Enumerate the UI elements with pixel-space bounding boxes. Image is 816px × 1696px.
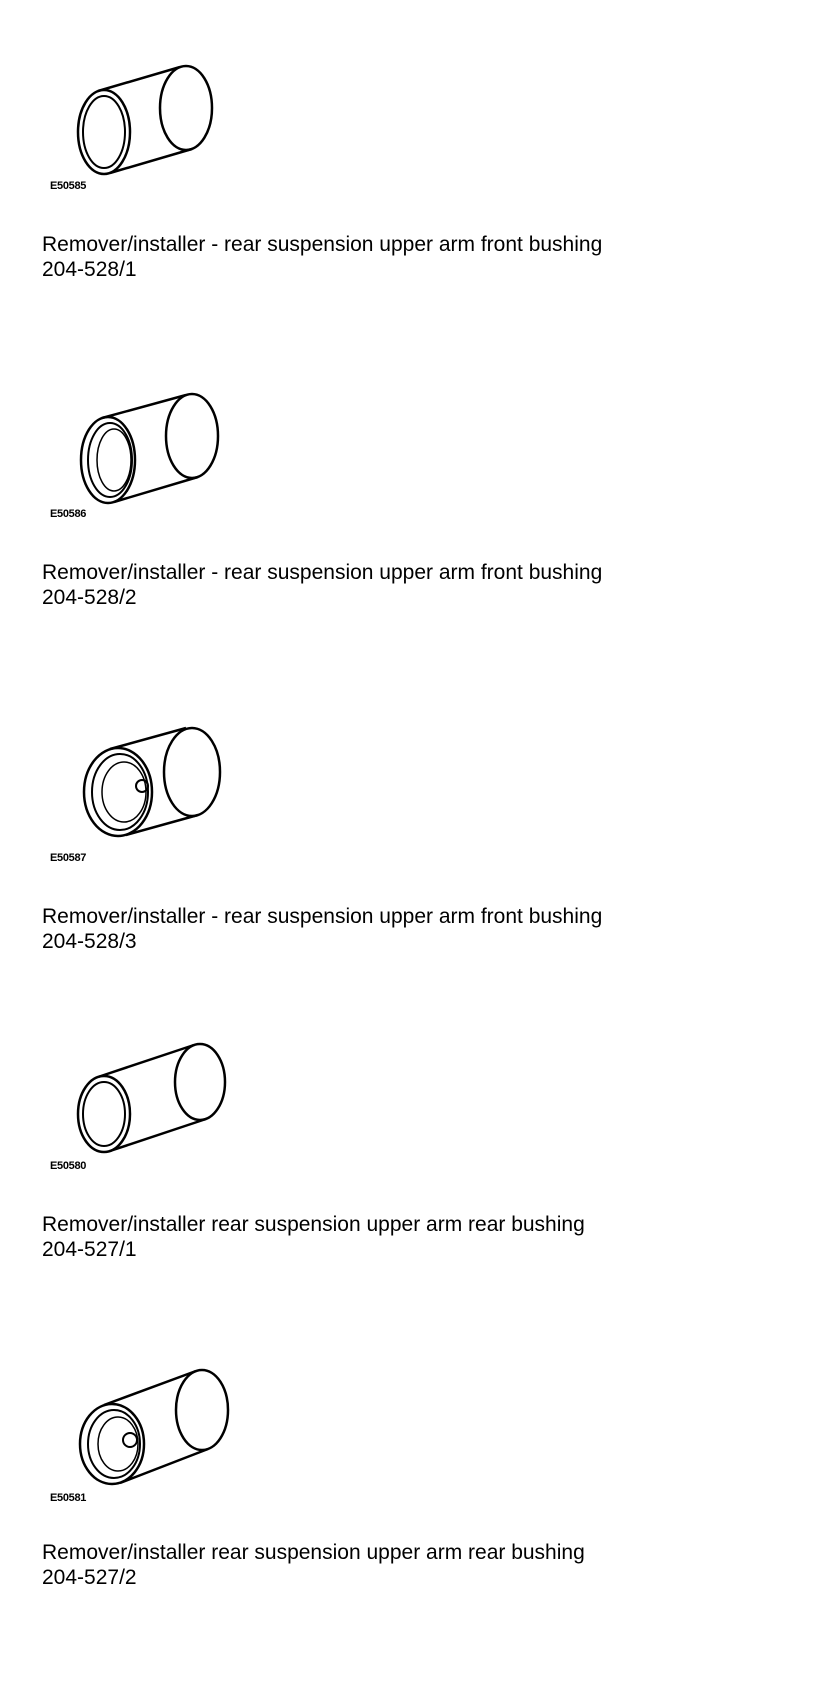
tool-description-text: Remover/installer rear suspension upper arm rear bushing xyxy=(42,1213,585,1236)
tool-description xyxy=(42,904,602,954)
tool-description-text: Remover/installer - rear suspension upper arm front bushing xyxy=(42,905,603,928)
tool-part-number: 204-528/2 xyxy=(42,586,137,609)
tool-description xyxy=(42,232,602,282)
tool-part-number: 204-528/3 xyxy=(42,930,137,953)
tool-description xyxy=(42,560,602,610)
tool-description xyxy=(42,1540,585,1590)
tool-description xyxy=(42,1212,585,1262)
figure-code: E50586 xyxy=(50,508,87,520)
tool-part-number: 204-527/1 xyxy=(42,1238,137,1261)
tool-description-text: Remover/installer rear suspension upper arm rear bushing xyxy=(42,1541,585,1564)
cylinder-cap-with-hole-icon xyxy=(46,716,246,866)
tool-part-number: 204-527/2 xyxy=(42,1566,137,1589)
figure-code: E50587 xyxy=(50,852,87,864)
figure-code: E50580 xyxy=(50,1160,87,1172)
tool-part-number: 204-528/1 xyxy=(42,258,137,281)
tool-description-text: Remover/installer - rear suspension upper arm front bushing xyxy=(42,233,603,256)
figure-code: E50585 xyxy=(50,180,87,192)
figure-code: E50581 xyxy=(50,1492,87,1504)
tool-description-text: Remover/installer - rear suspension upper arm front bushing xyxy=(42,561,603,584)
